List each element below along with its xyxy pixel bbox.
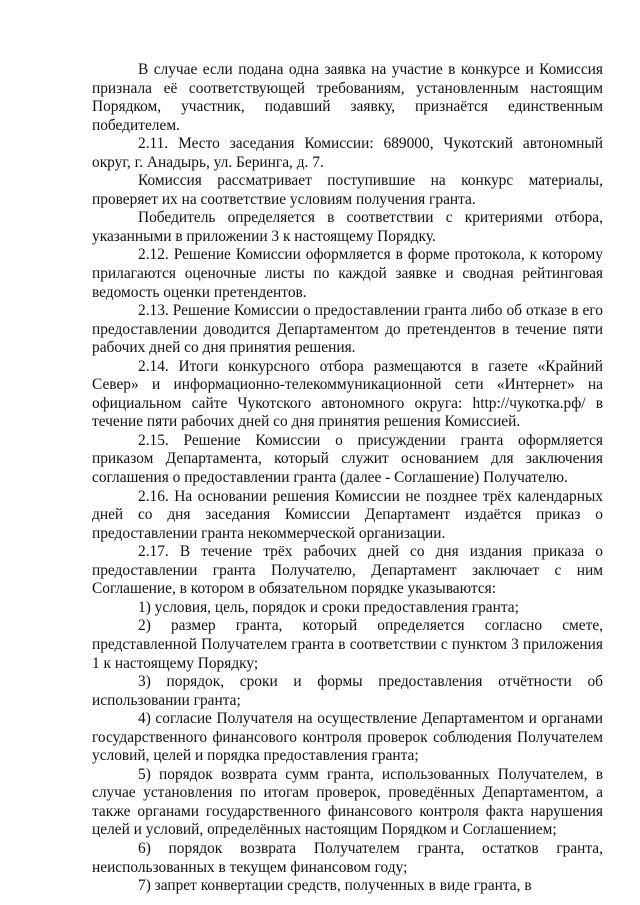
paragraph-2-16-department-order: 2.16. На основании решения Комиссии не позднее трёх календарных дней со дня заседания Комиссии Департамент издаётся приказ о предоставлении гранта некоммерческой организации. xyxy=(92,487,603,542)
paragraph-single-applicant-winner: В случае если подана одна заявка на участие в конкурсе и Комиссия признала её соответствующей требованиям, установленным настоящим Порядком, участник, подавший заявку, признаётся единственным победителем. xyxy=(92,61,603,134)
paragraph-2-11-meeting-place: 2.11. Место заседания Комиссии: 689000, Чукотский автономный округ, г. Анадырь, ул. Беринга, д. 7. xyxy=(92,135,603,171)
list-item-3-reporting: 3) порядок, сроки и формы предоставления отчётности об использовании гранта; xyxy=(92,673,603,709)
document-page xyxy=(92,61,603,896)
list-item-7-conversion-ban: 7) запрет конвертации средств, полученных в виде гранта, в xyxy=(138,877,532,895)
paragraph-commission-review: Комиссия рассматривает поступившие на конкурс материалы, проверяет их на соответствие условиям получения гранта. xyxy=(92,172,603,208)
list-item-2-grant-size: 2) размер гранта, который определяется согласно смете, представленной Получателем гранта в соответствии с пунктом 3 приложения 1 к настоящему Порядку; xyxy=(92,617,603,672)
list-item-4-consent-to-audit: 4) согласие Получателя на осуществление Департаментом и органами государственного финансового контроля проверок соблюдения Получателем условий, целей и порядка предоставления гранта; xyxy=(92,710,603,765)
paragraph-2-15-grant-order: 2.15. Решение Комиссии о присуждении гранта оформляется приказом Департамента, который служит основанием для заключения соглашения о предоставлении гранта (далее - Соглашение) Получателю. xyxy=(92,431,603,487)
list-item-6-unused-balance-return: 6) порядок возврата Получателем гранта, остатков гранта, неиспользованных в текущем финансовом году; xyxy=(92,839,603,876)
paragraph-2-12-protocol: 2.12. Решение Комиссии оформляется в форме протокола, к которому прилагаются оценочные листы по каждой заявке и сводная рейтинговая ведомость оценки претендентов. xyxy=(92,246,603,301)
paragraph-2-13-decision-notice: 2.13. Решение Комиссии о предоставлении гранта либо об отказе в его предоставлении доводится Департаментом до претендентов в течение пяти рабочих дней со дня принятия решения. xyxy=(92,302,603,357)
paragraph-2-14-results-publication: 2.14. Итоги конкурсного отбора размещаются в газете «Крайний Север» и информационно-телекоммуникационной сети «Интернет» на официальном сайте Чукотского автономного округа: http://чукотка.рф/ в течение пяти рабочих дней со дня принятия решения Комиссией. xyxy=(92,357,603,431)
paragraph-winner-criteria: Победитель определяется в соответствии с критериями отбора, указанными в приложении 3 к настоящему Порядку. xyxy=(92,209,603,245)
paragraph-2-17-agreement: 2.17. В течение трёх рабочих дней со дня издания приказа о предоставлении гранта Получателю, Департамент заключает с ним Соглашение, в котором в обязательном порядке указываются: xyxy=(92,543,603,598)
list-item-5-refund-order: 5) порядок возврата сумм гранта, использованных Получателем, в случае установления по итогам проверок, проведённых Департаментом, а также органами государственного финансового контроля факта нарушения целей и условий, определённых настоящим Порядком и Соглашением; xyxy=(92,765,603,839)
list-item-1-conditions: 1) условия, цель, порядок и сроки предоставления гранта; xyxy=(138,598,519,616)
